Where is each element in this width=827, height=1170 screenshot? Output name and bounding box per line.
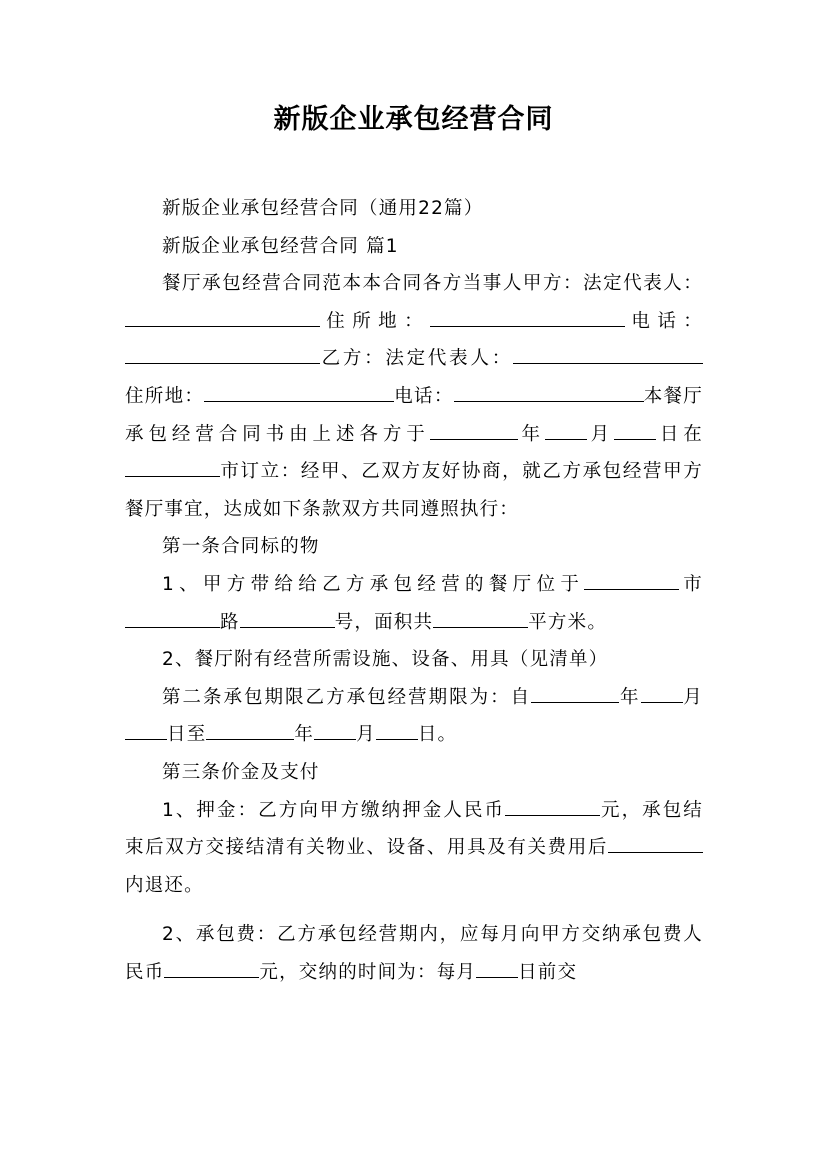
text-span: 日至 [167, 724, 207, 746]
text-span: 号，面积共 [334, 611, 434, 633]
blank-field [614, 420, 656, 440]
blank-field [584, 570, 679, 590]
text-span: 住所地： [320, 310, 431, 332]
blank-field [314, 721, 356, 741]
text-span: 餐厅承包经营合同范本本合同各方当事人甲方：法定代表人： [162, 273, 703, 295]
chapter-heading: 新版企业承包经营合同 篇1 [162, 235, 399, 257]
blank-field [433, 608, 528, 628]
text-span: 本餐厅承包经营合同书由上述各方于 [125, 385, 703, 445]
blank-field [376, 721, 418, 741]
blank-field [454, 382, 644, 402]
text-span: 市订立：经甲、乙双方友好协商，就乙方承包经营甲方餐厅事宜，达成如下条款双方共同遵照执行： [125, 461, 703, 520]
blank-field [430, 420, 518, 440]
text-span: 内退还。 [125, 874, 204, 896]
text-span: 电话： [625, 310, 703, 332]
article-heading: 第一条合同标的物 [162, 536, 320, 558]
text-span: 年 [619, 686, 641, 708]
blank-field [476, 958, 518, 978]
clause-paragraph [125, 792, 703, 905]
blank-field [125, 458, 220, 478]
text-span: 日前交 [518, 961, 578, 983]
text-span: 元，交纳的时间为：每月 [259, 961, 477, 983]
blank-field [608, 834, 703, 854]
blank-field [125, 608, 220, 628]
text-span: 年 [517, 423, 545, 445]
party-paragraph [125, 265, 703, 528]
text-span: 2、承包费：乙方承包经营期内，应每月向甲方交纳承包费人民币 [125, 924, 703, 983]
article-paragraph [125, 679, 703, 754]
document-title: 新版企业承包经营合同 [273, 104, 554, 135]
blank-field [125, 721, 167, 741]
text-span: 日在 [656, 423, 703, 445]
text-span: 电话： [394, 385, 454, 407]
document-body [125, 190, 703, 991]
text-span: 月 [682, 686, 704, 708]
blank-field [125, 307, 320, 327]
clause-paragraph [125, 916, 703, 991]
text-span: 1、押金：乙方向甲方缴纳押金人民币 [162, 799, 506, 821]
text-span: 1、甲方带给给乙方承包经营的餐厅位于 [162, 573, 585, 595]
text-span: 月 [356, 724, 376, 746]
blank-field [545, 420, 587, 440]
blank-field [430, 307, 625, 327]
clause-paragraph: 2、餐厅附有经营所需设施、设备、用具（见清单） [162, 649, 609, 671]
blank-field [204, 382, 394, 402]
blank-field [206, 721, 294, 741]
blank-field [641, 683, 683, 703]
text-span: 住所地： [125, 385, 205, 407]
blank-field [164, 958, 259, 978]
text-span: 月 [586, 423, 615, 445]
blank-field [505, 796, 600, 816]
text-span: 市 [679, 573, 703, 595]
text-span: 日。 [417, 724, 458, 746]
text-span: 路 [220, 611, 240, 633]
blank-field [240, 608, 335, 628]
text-span: 年 [294, 724, 315, 746]
clause-paragraph [125, 566, 703, 641]
text-span: 第二条承包期限乙方承包经营期限为：自 [162, 686, 532, 708]
text-span: 元，承包结束后双方交接结清有关物业、设备、用具及有关费用后 [125, 799, 703, 859]
text-span: 平方米。 [528, 611, 608, 633]
subtitle-line: 新版企业承包经营合同（通用22篇） [162, 198, 484, 219]
text-span: 乙方：法定代表人： [320, 348, 513, 370]
blank-field [125, 345, 320, 365]
blank-field [513, 345, 703, 365]
blank-field [531, 683, 619, 703]
article-heading: 第三条价金及支付 [162, 761, 320, 783]
